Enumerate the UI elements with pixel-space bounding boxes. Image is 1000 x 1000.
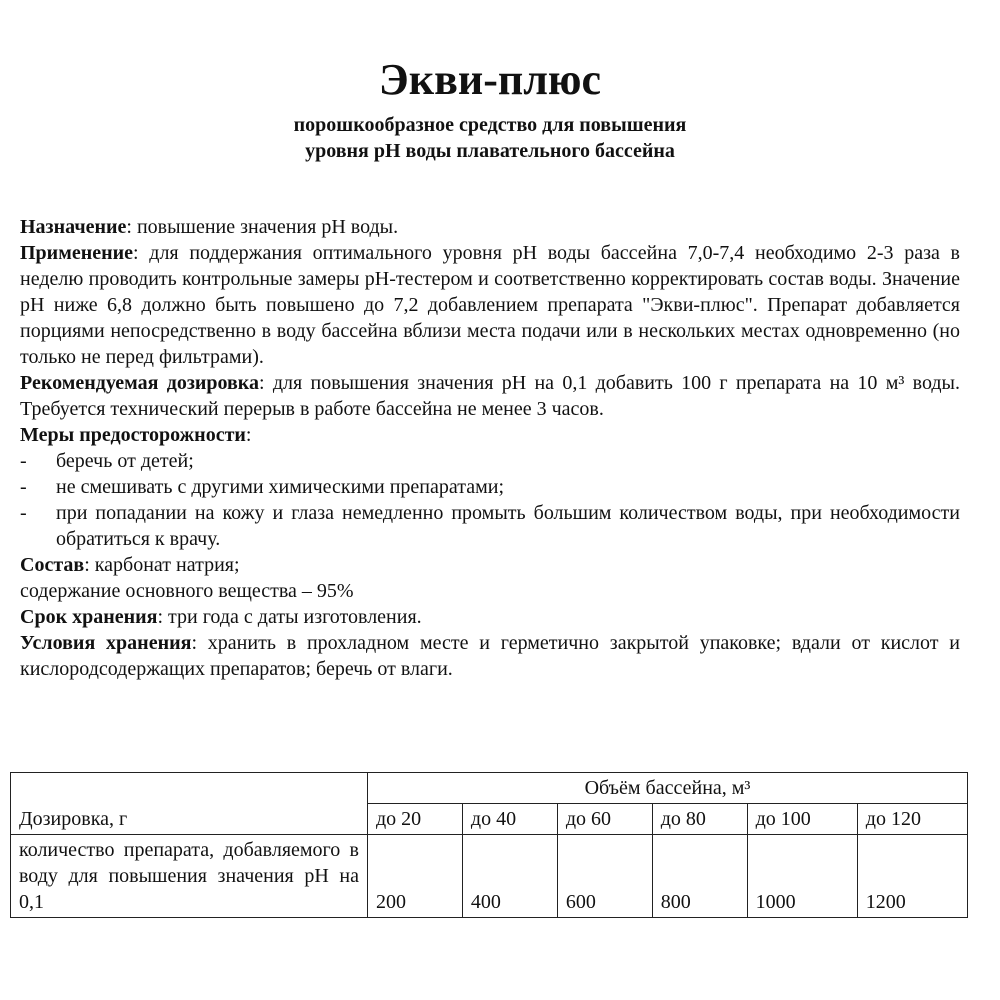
list-item xyxy=(20,474,960,500)
purpose-label: Назначение xyxy=(20,216,127,238)
subtitle-line-1: порошкообразное средство для повышения xyxy=(293,114,687,136)
purpose-text: : повышение значения pH воды. xyxy=(126,216,399,238)
composition-content: содержание основного вещества – 95% xyxy=(20,580,354,602)
usage-paragraph xyxy=(20,240,960,370)
volume-cell: до 40 xyxy=(462,804,557,835)
product-title: Экви-плюс xyxy=(378,55,602,104)
shelf-life-label: Срок хранения xyxy=(20,606,158,628)
list-bullet: - xyxy=(20,476,27,498)
table-row xyxy=(11,773,968,804)
table-row xyxy=(11,835,968,918)
dosage-value-cell: 1000 xyxy=(747,835,857,918)
list-bullet: - xyxy=(20,450,27,472)
dosage-value-cell: 800 xyxy=(652,835,747,918)
purpose-paragraph xyxy=(20,214,960,240)
subtitle-line-2: уровня pH воды плавательного бассейна xyxy=(305,140,675,162)
volume-cell: до 20 xyxy=(368,804,463,835)
shelf-life-paragraph xyxy=(20,604,960,630)
dosage-value-cell: 600 xyxy=(557,835,652,918)
precautions-label: Меры предосторожности xyxy=(20,424,246,446)
list-bullet: - xyxy=(20,502,27,524)
dosage-paragraph xyxy=(20,370,960,422)
dosage-table xyxy=(10,772,968,918)
precaution-text: не смешивать с другими химическими препаратами; xyxy=(56,476,504,498)
volume-header-cell: Объём бассейна, м³ xyxy=(368,773,968,804)
dosage-label: Рекомендуемая дозировка xyxy=(20,372,260,394)
composition-text: : карбонат натрия; xyxy=(84,554,240,576)
document-body xyxy=(20,214,960,682)
usage-label: Применение xyxy=(20,242,134,264)
storage-text: : хранить в прохладном месте и герметично закрытой упаковке; вдали от кислот и кислородсодержащих препаратов; беречь от влаги. xyxy=(20,632,961,680)
volume-cell: до 80 xyxy=(652,804,747,835)
composition-label: Состав xyxy=(20,554,85,576)
product-subtitle xyxy=(0,112,980,164)
composition-paragraph xyxy=(20,552,960,578)
usage-text: : для поддержания оптимального уровня pH воды бассейна 7,0-7,4 необходимо 2-3 раза в неделю проводить контрольные замеры pH-тестером и соответственно корректировать состав воды. Значение pH ниже 6,8 должно быть повышено до 7,2 добавлением препарата "Экви-плюс". Препарат добавляется порциями непосредственно в воду бассейна вблизи места подачи или в нескольких местах одновременно (но только не перед фильтрами). xyxy=(20,242,960,368)
precautions-colon: : xyxy=(245,424,252,446)
storage-label: Условия хранения xyxy=(20,632,192,654)
volume-cell: до 120 xyxy=(857,804,967,835)
quantity-label-cell: количество препарата, добавляемого в воду для повышения значения pH на 0,1 xyxy=(11,835,368,918)
dosage-value-cell: 400 xyxy=(462,835,557,918)
precaution-text: при попадании на кожу и глаза немедленно промыть большим количеством воды, при необходимости обратиться к врачу. xyxy=(56,502,960,550)
precaution-text: беречь от детей; xyxy=(56,450,194,472)
shelf-life-text: : три года с даты изготовления. xyxy=(157,606,422,628)
list-item xyxy=(20,448,960,474)
volume-cell: до 60 xyxy=(557,804,652,835)
volume-cell: до 100 xyxy=(747,804,857,835)
list-item xyxy=(20,500,960,552)
dosage-value-cell: 1200 xyxy=(857,835,967,918)
dosage-text: : для повышения значения pH на 0,1 добавить 100 г препарата на 10 м³ воды. Требуется технический перерыв в работе бассейна не менее 3 часов. xyxy=(20,372,960,420)
storage-paragraph xyxy=(20,630,960,682)
dosage-value-cell: 200 xyxy=(368,835,463,918)
precautions-heading xyxy=(20,422,960,448)
dosage-header-cell: Дозировка, г xyxy=(11,773,368,835)
